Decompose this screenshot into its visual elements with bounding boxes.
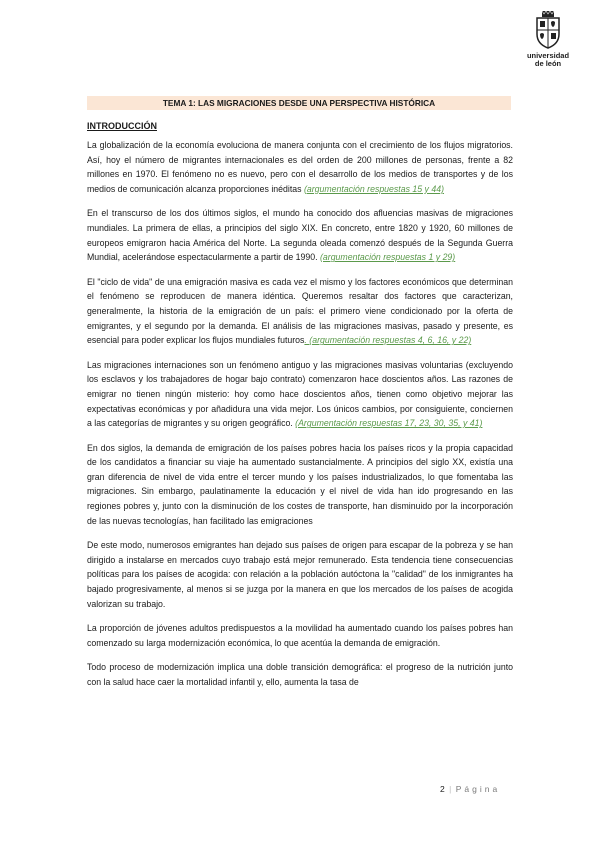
paragraph-text: En dos siglos, la demanda de emigración de los países pobres hacia los países ricos y la propia capacidad de los candidatos a financiar su viaje ha aumentado sustancialmente. A principios del siglo XX, existía una gran diferencia de nivel de vida entre el tercer mundo y los países industrializados, lo que fomentaba las migraciones. Sin embargo, paulatinamente la educación y el nivel de vida han ido progresando en las regiones pobres y, junto con la disminución de los costes de transporte, han disminuido por la incorporación de las nuevas tecnologías, han facilitado las emigraciones: [87, 442, 513, 526]
university-logo: [524, 10, 572, 72]
paragraph: [87, 538, 513, 611]
paragraph-text: De este modo, numerosos emigrantes han dejado sus países de origen para escapar de la pobreza y se han dirigido a instalarse en mercados cuyo trabajo está mejor remunerado. Esta tendencia tiene consecuencias políticas para los países de acogida: con relación a la población autóctona la "calidad" de los inmigrantes ha bajado progresivamente, al menos si se juzga por la manera en que los mercados de los países de acogida valorizan su trabajo.: [87, 540, 513, 609]
paragraph: [87, 138, 513, 196]
reference-link[interactable]: (Argumentación respuestas 17, 23, 30, 35, y 41): [295, 418, 483, 429]
paragraph: [87, 206, 513, 264]
paragraph: [87, 275, 513, 348]
paragraph-text: En el transcurso de los dos últimos siglos, el mundo ha conocido dos afluencias masivas de migraciones mundiales. La primera de ellas, a principios del siglo XIX. En concreto, entre 1820 y 1920, 60 millones de europeos emigraron hacia América del Norte. La segunda oleada comenzó después de la Segunda Guerra Mundial, acelerándose espectacularmente a partir de 1990.: [87, 208, 513, 263]
page-label: Página: [455, 784, 501, 794]
reference-link[interactable]: (argumentación respuestas 1 y 29): [320, 252, 456, 263]
university-name: [524, 52, 572, 68]
university-name-line2: de león: [534, 59, 562, 68]
paragraph: [87, 441, 513, 529]
paragraph: [87, 621, 513, 650]
page-number: 2: [440, 784, 445, 794]
paragraph: [87, 660, 513, 689]
document-body: [87, 138, 513, 700]
paragraph-text: Todo proceso de modernización implica una doble transición demográfica: el progreso de la nutrición junto con la salud hace caer la mortalidad infantil y, ello, aumenta la tasa de: [87, 662, 513, 687]
paragraph-text: El "ciclo de vida" de una emigración masiva es cada vez el mismo y los factores económicos que determinan el fenómeno se reproducen de manera idéntica. Queremos resaltar dos factores que caracterizan, generalmente, la historia de la emigración de un país: el primero viene condicionado por la oferta de emigrantes, y el segundo por la demanda. El análisis de las migraciones masivas, pasado y presente, es esencial para poder explicar los flujos mundiales futuros: [87, 276, 513, 346]
chapter-title: TEMA 1: LAS MIGRACIONES DESDE UNA PERSPECTIVA HISTÓRICA: [87, 96, 511, 110]
university-name-line1: universidad: [526, 51, 570, 60]
footer-separator: |: [449, 784, 452, 794]
reference-link[interactable]: (argumentación respuestas 15 y 44): [303, 183, 445, 194]
university-coat-of-arms-icon: [533, 10, 563, 50]
reference-link[interactable]: . (argumentación respuestas 4, 6, 16, y 22): [304, 335, 472, 346]
section-heading: INTRODUCCIÓN: [87, 121, 157, 131]
paragraph-text: Las migraciones internaciones son un fenómeno antiguo y las migraciones masivas voluntarias (excluyendo los esclavos y los trabajadores de hogar bajo contrato) comenzaron hace doscientos años. Las razones de emigrar no tienen ningún misterio: hoy como hace doscientos años, tienen como objetivo mejorar las expectativas económicas y por añadidura una vida mejor. Los únicos cambios, por consiguiente, conciernen a las categorías de migrantes y su origen geográfico.: [87, 359, 513, 429]
paragraph-text: La proporción de jóvenes adultos predispuestos a la movilidad ha aumentado cuando los países pobres han comenzado su larga modernización económica, lo que acentúa la demanda de emigración.: [87, 623, 513, 648]
paragraph-text: La globalización de la economía evoluciona de manera conjunta con el crecimiento de los flujos migratorios. Así, hoy el número de migrantes internacionales es del orden de 200 millones de personas, frente a 82 millones en 1970. El fenómeno no es nuevo, pero con el desarrollo de los medios de transportes y de los medios de comunicación alcanza proporciones inéditas: [87, 140, 513, 194]
page-footer: [440, 784, 500, 794]
paragraph: [87, 358, 513, 431]
